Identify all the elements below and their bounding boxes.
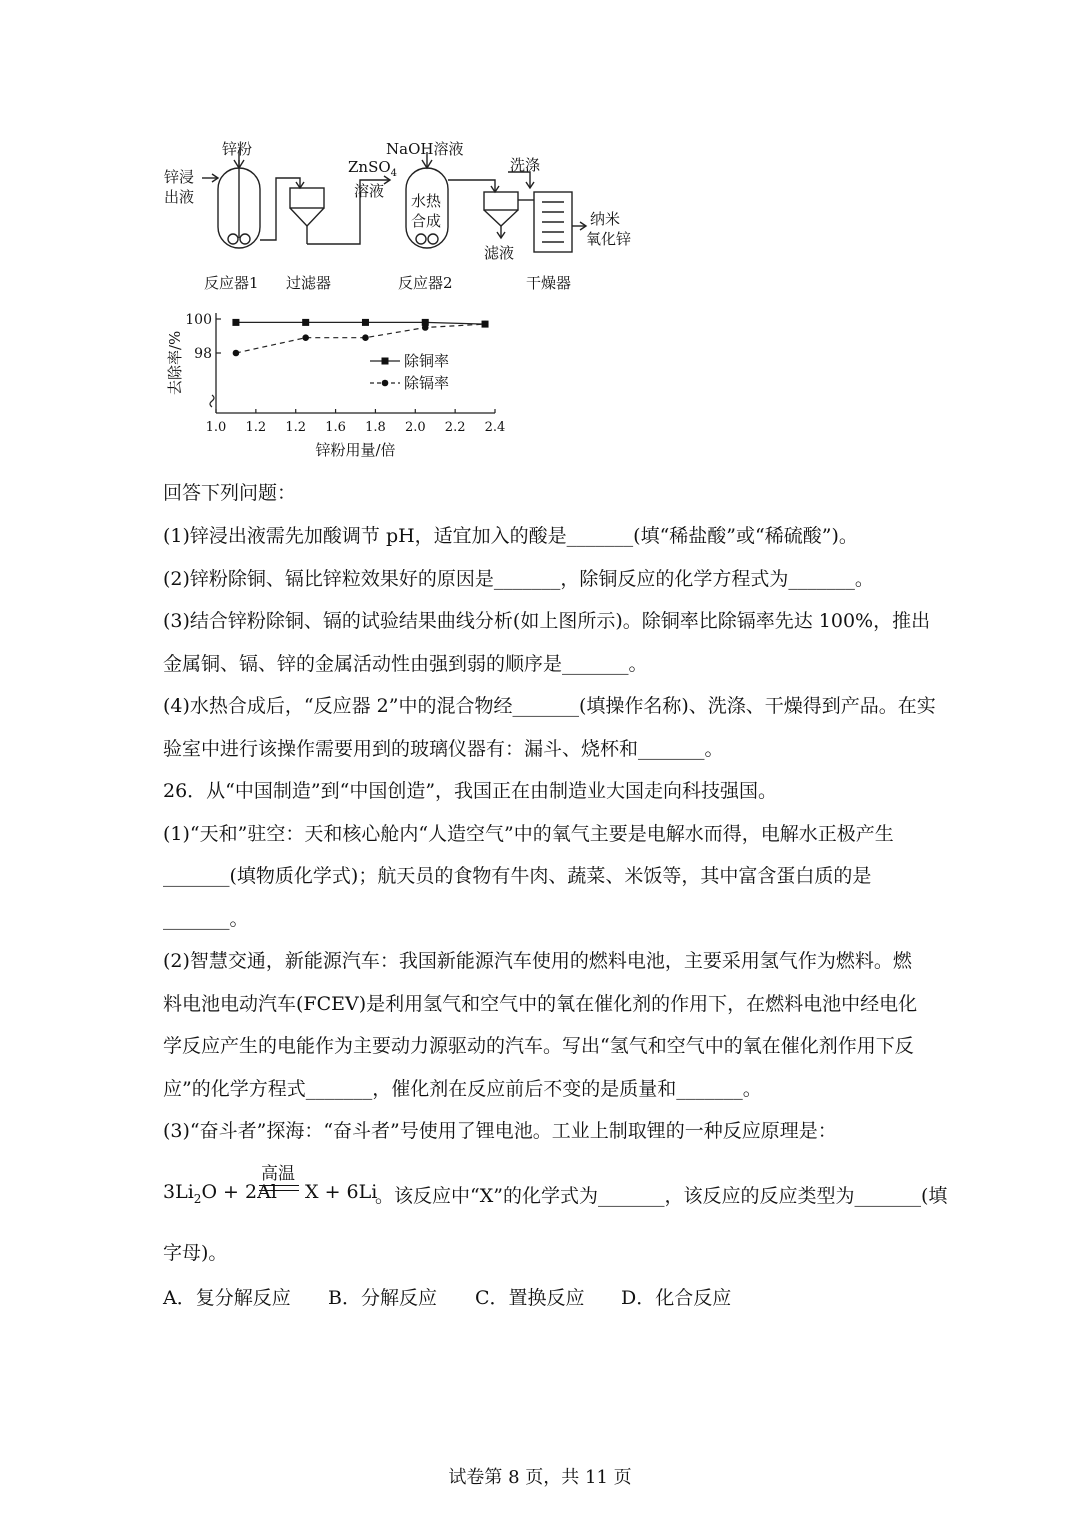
- label-filter: 过滤器: [286, 274, 332, 292]
- y-axis-label: 去除率/%: [166, 330, 184, 395]
- question-26-2-line-3: 学反应产生的电能作为主要动力源驱动的汽车。写出“氢气和空气中的氧在催化剂作用下反: [163, 1035, 914, 1057]
- question-26-1-line-3: _______。: [163, 908, 249, 930]
- label-naoh: NaOH溶液: [386, 140, 464, 158]
- x-axis-label: 锌粉用量/倍: [315, 441, 396, 459]
- question-26-1-line-1: (1)“天和”驻空：天和核心舱内“人造空气”中的氧气主要是电解水而得，电解水正极产生: [163, 823, 894, 845]
- label-hydro-1: 水热: [411, 192, 442, 210]
- option-c: C．置换反应: [475, 1287, 585, 1309]
- filter-vessel: [290, 188, 324, 208]
- question-26-stem: 26．从“中国制造”到“中国创造”，我国正在由制造业大国走向科技强国。: [163, 780, 778, 802]
- legend-label: 除铜率: [404, 352, 450, 370]
- option-b: B．分解反应: [328, 1287, 437, 1309]
- question-1: (1)锌浸出液需先加酸调节 pH，适宜加入的酸是_______(填“稀盐酸”或“稀硫酸”)。: [163, 525, 858, 547]
- label-filtrate: 滤液: [484, 244, 515, 262]
- reaction-equation: [163, 1164, 948, 1215]
- filter2-vessel: [484, 192, 518, 210]
- equation-condition: 高温: [261, 1164, 295, 1184]
- data-point-square: [362, 319, 369, 326]
- question-2: (2)锌粉除铜、镉比锌粒效果好的原因是_______，除铜反应的化学方程式为_______。: [163, 568, 874, 590]
- equation-left: $3Li_2O + 2Al$: [163, 1181, 277, 1206]
- data-point-square: [232, 319, 239, 326]
- x-tick-label: 2.2: [444, 420, 466, 435]
- process-flow-diagram: [150, 130, 670, 310]
- data-point-circle: [233, 350, 240, 357]
- label-nano-2: 氧化锌: [586, 230, 632, 248]
- label-nano-1: 纳米: [590, 210, 621, 228]
- y-tick-label: 100: [185, 312, 212, 328]
- label-reactor1: 反应器1: [204, 274, 259, 292]
- question-26-2-line-4: 应”的化学方程式_______，催化剂在反应前后不变的是质量和_______。: [163, 1078, 762, 1100]
- x-tick-label: 1.2: [285, 420, 307, 435]
- legend-marker-circle: [382, 380, 389, 387]
- x-tick-label: 2.0: [404, 420, 426, 435]
- x-tick-label: 1.2: [245, 420, 267, 435]
- question-26-1-line-2: _______(填物质化学式)；航天员的食物有牛肉、蔬菜、米饭等，其中富含蛋白质的是: [163, 865, 872, 887]
- question-3-line-1: (3)结合锌粉除铜、镉的试验结果曲线分析(如上图所示)。除铜率比除镉率先达 100%，推出: [163, 610, 931, 632]
- question-26-2-line-2: 料电池电动汽车(FCEV)是利用氢气和空气中的氧在催化剂的作用下，在燃料电池中经电化: [163, 993, 918, 1015]
- series-line: [236, 322, 485, 324]
- option-d: D．化合反应: [621, 1287, 732, 1309]
- series-line: [236, 324, 485, 353]
- option-a: A．复分解反应: [163, 1287, 291, 1309]
- equation-bar-bottom: [259, 1190, 299, 1191]
- label-reactor2: 反应器2: [398, 274, 453, 292]
- legend-label: 除镉率: [404, 374, 450, 392]
- data-point-square: [302, 319, 309, 326]
- data-point-circle: [482, 321, 489, 328]
- y-tick-label: 98: [194, 346, 212, 362]
- data-point-circle: [302, 334, 309, 341]
- data-point-circle: [422, 324, 429, 331]
- label-zinc-powder: 锌粉: [222, 140, 253, 158]
- label-znso4: ZnSO$_4$: [348, 158, 398, 179]
- page-footer: 试卷第 8 页，共 11 页: [448, 1467, 632, 1488]
- question-3-line-2: 金属铜、镉、锌的金属活动性由强到弱的顺序是_______。: [163, 653, 648, 675]
- x-tick-label: 1.8: [365, 420, 386, 435]
- question-26-3-line-3: 字母)。: [163, 1242, 228, 1264]
- answer-prompt: 回答下列问题：: [163, 482, 297, 504]
- equation-bar-top: [259, 1185, 299, 1186]
- equation-question: 。该反应中“X”的化学式为_______，该反应的反应类型为_______(填: [375, 1185, 948, 1207]
- label-hydro-2: 合成: [411, 212, 442, 230]
- label-dryer: 干燥器: [526, 274, 572, 292]
- data-point-circle: [362, 334, 369, 341]
- y-axis-break: [210, 395, 214, 407]
- label-wash: 洗涤: [510, 156, 541, 174]
- equation-right: X + 6Li: [305, 1181, 378, 1203]
- x-tick-label: 1.6: [325, 420, 346, 435]
- legend-marker-square: [382, 358, 389, 365]
- label-leach-1: 锌浸: [164, 168, 195, 186]
- label-leach-2: 出液: [164, 188, 195, 206]
- x-tick-label: 1.0: [205, 420, 227, 435]
- x-tick-label: 2.4: [484, 420, 506, 435]
- removal-rate-chart: [160, 305, 520, 465]
- question-26-3-line-1: (3)“奋斗者”探海：“奋斗者”号使用了锂电池。工业上制取锂的一种反应原理是：: [163, 1120, 837, 1142]
- question-4-line-2: 验室中进行该操作需要用到的玻璃仪器有：漏斗、烧杯和_______。: [163, 738, 724, 760]
- question-4-line-1: (4)水热合成后，“反应器 2”中的混合物经_______(填操作名称)、洗涤、干燥得到产品。在实: [163, 695, 936, 717]
- question-26-2-line-1: (2)智慧交通，新能源汽车：我国新能源汽车使用的燃料电池，主要采用氢气作为燃料。燃: [163, 950, 912, 972]
- label-znso4-solution: 溶液: [354, 182, 385, 200]
